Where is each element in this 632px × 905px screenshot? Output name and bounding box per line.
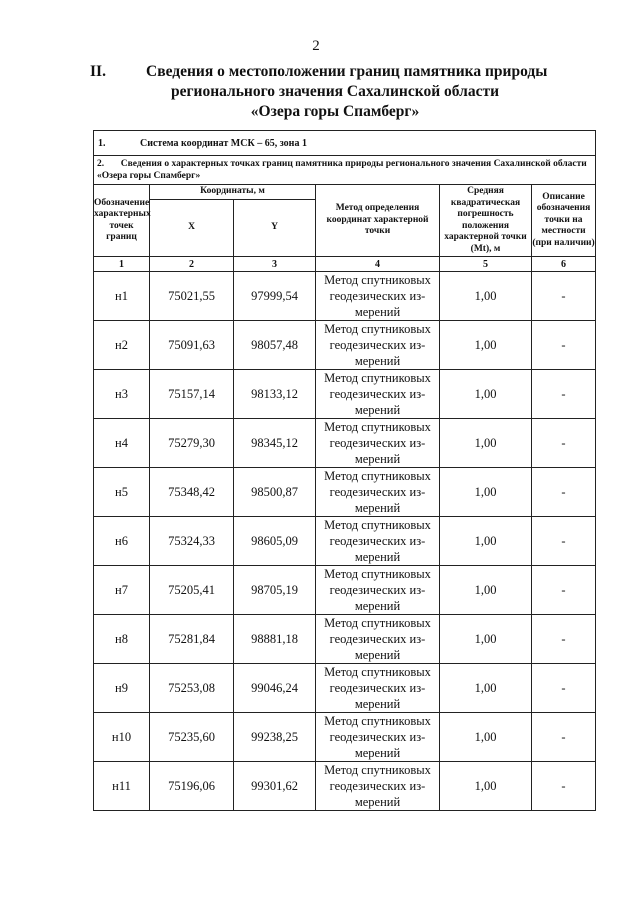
header-y: Y [234,200,316,257]
point-id: н6 [94,517,150,566]
page-number: 2 [312,38,320,54]
method-line: Метод спутниковых [324,469,431,483]
method-line: геодезических из- [329,681,426,695]
description: - [532,468,596,517]
header-method: Метод определения координат характерной точки [316,185,440,257]
method-line: Метод спутниковых [324,763,431,777]
method-line: геодезических из- [329,436,426,450]
method-line: мерений [354,648,401,662]
point-id: н3 [94,370,150,419]
method-line: геодезических из- [329,534,426,548]
coord-x: 75196,06 [150,762,234,811]
coord-x: 75021,55 [150,272,234,321]
method [316,272,440,321]
coord-y: 98605,09 [234,517,316,566]
method-line: мерений [354,403,401,417]
description: - [532,713,596,762]
method-line: Метод спутниковых [324,322,431,336]
point-id: н4 [94,419,150,468]
coord-y: 97999,54 [234,272,316,321]
point-id: н5 [94,468,150,517]
table-row [94,272,596,321]
coord-x: 75157,14 [150,370,234,419]
column-index: 2 [150,257,234,272]
header-description: Описание обозначения точки на местности (при наличии) [532,185,596,257]
table-row [94,664,596,713]
description: - [532,419,596,468]
method [316,566,440,615]
method-line: Метод спутниковых [324,714,431,728]
table-row [94,321,596,370]
method [316,370,440,419]
method [316,517,440,566]
method [316,419,440,468]
method-line: геодезических из- [329,485,426,499]
point-id: н10 [94,713,150,762]
method-line: мерений [354,550,401,564]
method-line: геодезических из- [329,387,426,401]
error-value: 1,00 [440,615,532,664]
coordinate-system-row: 1. Система координат МСК – 65, зона 1 [94,131,596,156]
method [316,468,440,517]
table-row [94,370,596,419]
coord-y: 99238,25 [234,713,316,762]
description: - [532,517,596,566]
coord-y: 98345,12 [234,419,316,468]
coord-y: 98881,18 [234,615,316,664]
error-value: 1,00 [440,566,532,615]
table-row [94,566,596,615]
point-id: н7 [94,566,150,615]
coord-y: 99046,24 [234,664,316,713]
method-line: мерений [354,746,401,760]
header-error: Средняя квадратическая погрешность положения характерной точки (Mt), м [440,185,532,257]
method [316,713,440,762]
point-id: н11 [94,762,150,811]
method-line: Метод спутниковых [324,518,431,532]
coord-x: 75324,33 [150,517,234,566]
table-row [94,762,596,811]
method-line: мерений [354,697,401,711]
table-row [94,468,596,517]
heading-line-3: «Озера горы Спамберг» [250,103,420,120]
table-row [94,517,596,566]
description: - [532,664,596,713]
description: - [532,615,596,664]
coord-x: 75348,42 [150,468,234,517]
column-index: 5 [440,257,532,272]
method-line: геодезических из- [329,289,426,303]
coord-x: 75281,84 [150,615,234,664]
error-value: 1,00 [440,762,532,811]
column-index: 6 [532,257,596,272]
table-row [94,419,596,468]
error-value: 1,00 [440,517,532,566]
method-line: Метод спутниковых [324,665,431,679]
header-designation: Обозначение характерных точек границ [94,185,150,257]
method-line: Метод спутниковых [324,420,431,434]
error-value: 1,00 [440,321,532,370]
coord-y: 98705,19 [234,566,316,615]
point-id: н8 [94,615,150,664]
point-id: н9 [94,664,150,713]
method-line: геодезических из- [329,338,426,352]
description: - [532,370,596,419]
coord-y: 98133,12 [234,370,316,419]
point-id: н2 [94,321,150,370]
coord-x: 75253,08 [150,664,234,713]
method-line: мерений [354,795,401,809]
method-line: Метод спутниковых [324,567,431,581]
method [316,615,440,664]
point-id: н1 [94,272,150,321]
error-value: 1,00 [440,419,532,468]
method-line: мерений [354,501,401,515]
method-line: мерений [354,305,401,319]
error-value: 1,00 [440,272,532,321]
error-value: 1,00 [440,370,532,419]
column-index: 4 [316,257,440,272]
description: - [532,272,596,321]
header-x: X [150,200,234,257]
description: - [532,762,596,811]
coord-y: 99301,62 [234,762,316,811]
points-info-row: 2. Сведения о характерных точках границ памятника природы регионального значения Сахалинской области «Озера горы Спамберг» [94,156,596,185]
coordinates-table [93,130,596,811]
method-line: геодезических из- [329,779,426,793]
section-number: II. [90,63,106,80]
coord-y: 98057,48 [234,321,316,370]
method [316,664,440,713]
method-line: мерений [354,354,401,368]
header-coordinates: Координаты, м [150,185,316,200]
error-value: 1,00 [440,468,532,517]
method-line: геодезических из- [329,583,426,597]
method-line: мерений [354,599,401,613]
method [316,321,440,370]
description: - [532,321,596,370]
method-line: геодезических из- [329,730,426,744]
coord-x: 75235,60 [150,713,234,762]
heading-line-2: регионального значения Сахалинской области [171,83,499,100]
coord-x: 75205,41 [150,566,234,615]
method-line: Метод спутниковых [324,273,431,287]
table-row [94,713,596,762]
method [316,762,440,811]
heading-line-1: Сведения о местоположении границ памятника природы [146,63,548,80]
column-index: 3 [234,257,316,272]
method-line: геодезических из- [329,632,426,646]
method-line: Метод спутниковых [324,371,431,385]
error-value: 1,00 [440,713,532,762]
column-index: 1 [94,257,150,272]
table-row [94,615,596,664]
description: - [532,566,596,615]
section-heading [90,62,580,122]
method-line: мерений [354,452,401,466]
coord-y: 98500,87 [234,468,316,517]
error-value: 1,00 [440,664,532,713]
coord-x: 75091,63 [150,321,234,370]
method-line: Метод спутниковых [324,616,431,630]
coord-x: 75279,30 [150,419,234,468]
